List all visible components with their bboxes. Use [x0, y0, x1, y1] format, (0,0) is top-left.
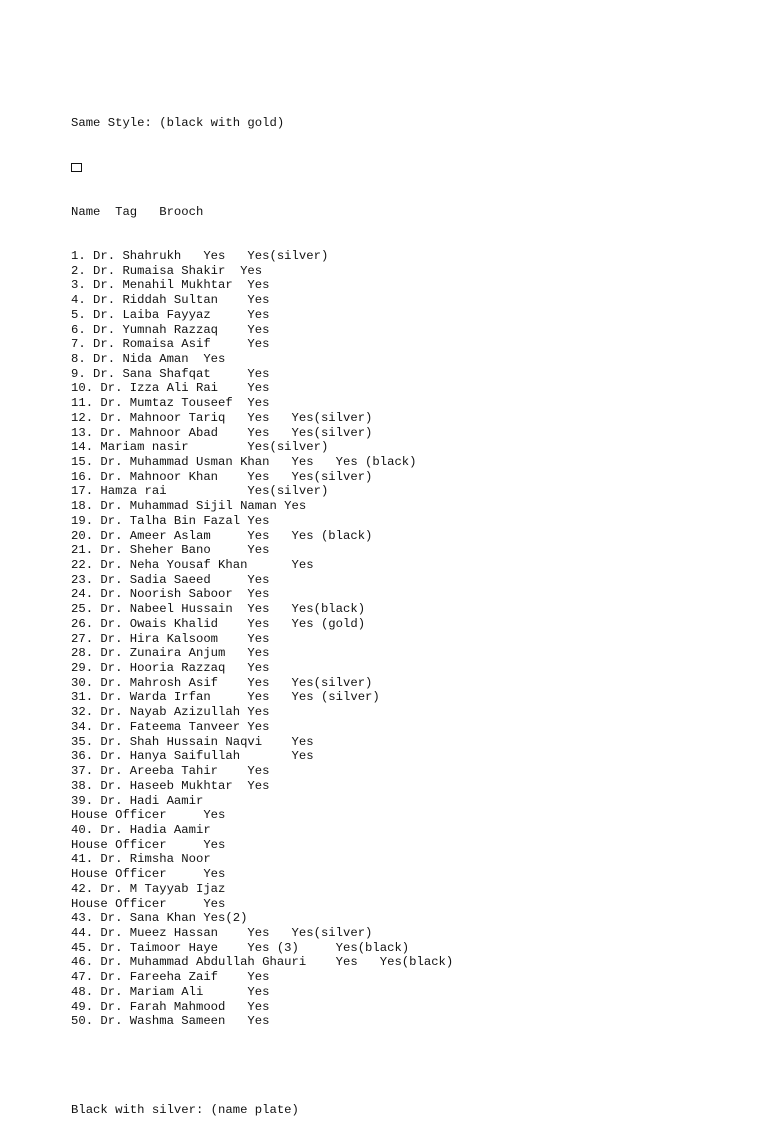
list-item: 42. Dr. M Tayyab Ijaz: [71, 881, 226, 896]
list-item: 18. Dr. Muhammad Sijil Naman Yes: [71, 499, 307, 514]
list-item: 31. Dr. Warda Irfan Yes Yes (silver): [71, 690, 380, 705]
list-item: 1. Dr. Shahrukh Yes Yes(silver): [71, 248, 329, 263]
list-item: 20. Dr. Ameer Aslam Yes Yes (black): [71, 528, 373, 543]
replacement-glyph-line: [71, 161, 453, 176]
section-title: Same Style: (black with gold): [71, 116, 285, 131]
list-item: House Officer Yes: [71, 808, 226, 823]
list-item: 24. Dr. Noorish Saboor Yes: [71, 587, 270, 602]
list-item: 7. Dr. Romaisa Asif Yes: [71, 337, 270, 352]
list-item: 13. Dr. Mahnoor Abad Yes Yes(silver): [71, 425, 373, 440]
list-item: 23. Dr. Sadia Saeed Yes: [71, 572, 270, 587]
list-item: 47. Dr. Fareeha Zaif Yes: [71, 970, 270, 985]
list-item: 29. Dr. Hooria Razzaq Yes: [71, 661, 270, 676]
list-item: 5. Dr. Laiba Fayyaz Yes: [71, 307, 270, 322]
list-item: 19. Dr. Talha Bin Fazal Yes: [71, 513, 270, 528]
list-item: 40. Dr. Hadia Aamir: [71, 822, 211, 837]
list-item: 11. Dr. Mumtaz Touseef Yes: [71, 396, 270, 411]
list-item: 38. Dr. Haseeb Mukhtar Yes: [71, 778, 270, 793]
list-item: 6. Dr. Yumnah Razzaq Yes: [71, 322, 270, 337]
list-item: 21. Dr. Sheher Bano Yes: [71, 543, 270, 558]
list-item: 27. Dr. Hira Kalsoom Yes: [71, 631, 270, 646]
list-item: 30. Dr. Mahrosh Asif Yes Yes(silver): [71, 675, 373, 690]
list-item: 4. Dr. Riddah Sultan Yes: [71, 293, 270, 308]
list-item: 16. Dr. Mahnoor Khan Yes Yes(silver): [71, 469, 373, 484]
section-footer-title: Black with silver: (name plate): [71, 1102, 299, 1117]
list-item: 25. Dr. Nabeel Hussain Yes Yes(black): [71, 602, 366, 617]
list-item: 48. Dr. Mariam Ali Yes: [71, 984, 270, 999]
list-item: House Officer Yes: [71, 896, 226, 911]
list-item: House Officer Yes: [71, 867, 226, 882]
unknown-character-icon: [71, 163, 82, 172]
list-item: 9. Dr. Sana Shafqat Yes: [71, 366, 270, 381]
list-item: 3. Dr. Menahil Mukhtar Yes: [71, 278, 270, 293]
list-item: 35. Dr. Shah Hussain Naqvi Yes: [71, 734, 314, 749]
column-header: Name Tag Brooch: [71, 204, 204, 219]
list-item: House Officer Yes: [71, 837, 226, 852]
list-item: 26. Dr. Owais Khalid Yes Yes (gold): [71, 616, 366, 631]
list-item: 12. Dr. Mahnoor Tariq Yes Yes(silver): [71, 410, 373, 425]
list-item: 36. Dr. Hanya Saifullah Yes: [71, 749, 314, 764]
list-item: 28. Dr. Zunaira Anjum Yes: [71, 646, 270, 661]
list-item: 44. Dr. Mueez Hassan Yes Yes(silver): [71, 925, 373, 940]
list-item: 39. Dr. Hadi Aamir: [71, 793, 204, 808]
list-item: 14. Mariam nasir Yes(silver): [71, 440, 329, 455]
list-item: 43. Dr. Sana Khan Yes(2): [71, 911, 248, 926]
list-item: 15. Dr. Muhammad Usman Khan Yes Yes (black): [71, 454, 417, 469]
list-item: 34. Dr. Fateema Tanveer Yes: [71, 719, 270, 734]
list-item: 46. Dr. Muhammad Abdullah Ghauri Yes Yes(black): [71, 955, 454, 970]
list-item: 50. Dr. Washma Sameen Yes: [71, 1014, 270, 1029]
name-list: [71, 249, 453, 1029]
list-item: 37. Dr. Areeba Tahir Yes: [71, 764, 270, 779]
list-item: 41. Dr. Rimsha Noor: [71, 852, 211, 867]
list-item: 45. Dr. Taimoor Haye Yes (3) Yes(black): [71, 940, 410, 955]
document-body: [71, 87, 453, 1132]
list-item: 8. Dr. Nida Aman Yes: [71, 351, 226, 366]
list-item: 22. Dr. Neha Yousaf Khan Yes: [71, 558, 314, 572]
list-item: 49. Dr. Farah Mahmood Yes: [71, 999, 270, 1014]
list-item: 10. Dr. Izza Ali Rai Yes: [71, 381, 270, 396]
list-item: 2. Dr. Rumaisa Shakir Yes: [71, 263, 263, 278]
list-item: 32. Dr. Nayab Azizullah Yes: [71, 705, 270, 720]
list-item: 17. Hamza rai Yes(silver): [71, 484, 329, 499]
blank-line: [71, 1058, 453, 1073]
